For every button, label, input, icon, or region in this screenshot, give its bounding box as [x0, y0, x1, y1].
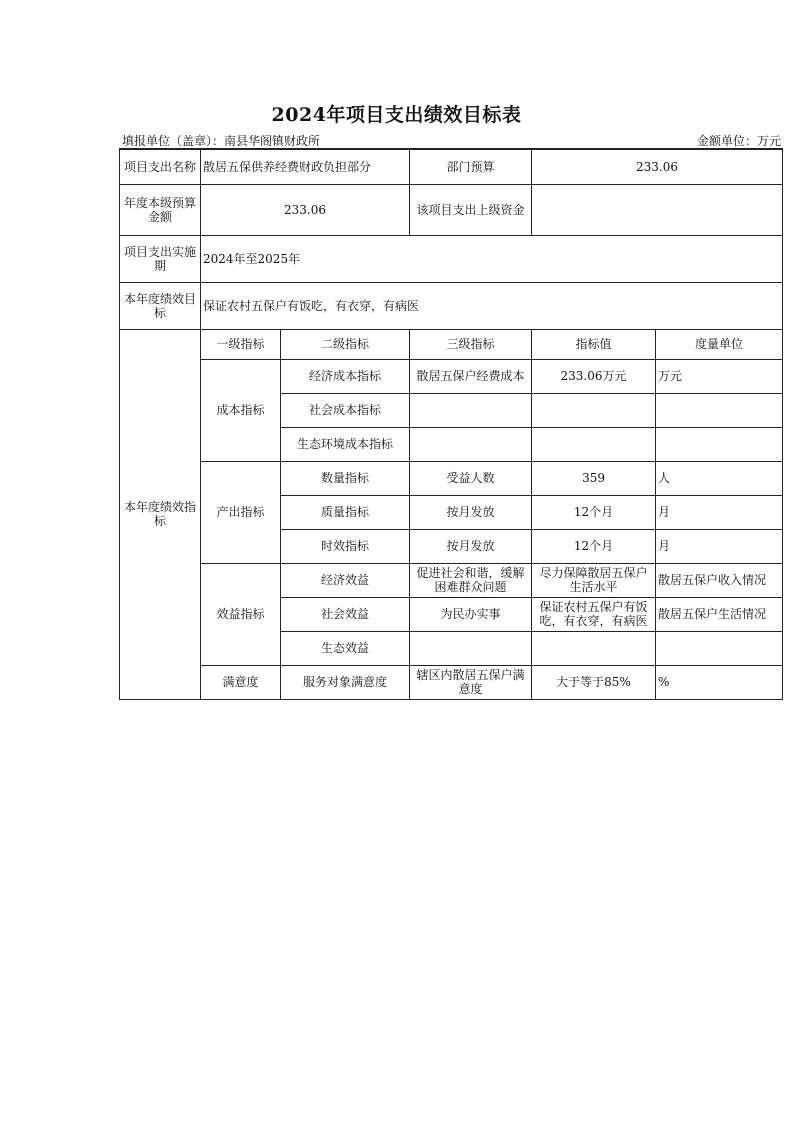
header-unit: 度量单位 — [656, 329, 783, 359]
project-name-label: 项目支出名称 — [120, 149, 201, 184]
goal-row — [120, 282, 783, 329]
dept-budget-label: 部门预算 — [410, 149, 532, 184]
level3-cell: 散居五保户经费成本 — [410, 359, 532, 393]
level3-cell — [410, 393, 532, 427]
cost-indicator-label: 成本指标 — [201, 359, 281, 461]
level2-cell: 数量指标 — [281, 461, 410, 495]
level3-cell: 按月发放 — [410, 529, 532, 563]
table-row — [120, 359, 783, 393]
level2-cell: 社会成本指标 — [281, 393, 410, 427]
project-name-value: 散居五保供养经费财政负担部分 — [201, 149, 410, 184]
level3-cell: 辖区内散居五保户满意度 — [410, 665, 532, 699]
unit-cell: 散居五保户生活情况 — [656, 597, 783, 631]
period-value: 2024年至2025年 — [201, 235, 783, 282]
project-name-row — [120, 149, 783, 184]
level3-cell — [410, 631, 532, 665]
unit-cell: 人 — [656, 461, 783, 495]
level2-cell: 经济成本指标 — [281, 359, 410, 393]
value-cell: 12个月 — [532, 495, 656, 529]
level3-cell: 促进社会和谐，缓解困难群众问题 — [410, 563, 532, 597]
period-label: 项目支出实施期 — [120, 235, 201, 282]
goal-label: 本年度绩效目标 — [120, 282, 201, 329]
annual-budget-label: 年度本级预算金额 — [120, 184, 201, 235]
benefit-indicator-label: 效益指标 — [201, 563, 281, 665]
level2-cell: 经济效益 — [281, 563, 410, 597]
dept-budget-value: 233.06 — [532, 149, 783, 184]
output-indicator-label: 产出指标 — [201, 461, 281, 563]
header-level2: 二级指标 — [281, 329, 410, 359]
indicator-header-row — [120, 329, 783, 359]
performance-table — [119, 148, 783, 700]
level2-cell: 生态效益 — [281, 631, 410, 665]
level3-cell: 为民办实事 — [410, 597, 532, 631]
header-level3: 三级指标 — [410, 329, 532, 359]
level2-cell: 生态环境成本指标 — [281, 427, 410, 461]
value-cell: 保证农村五保户有饭吃，有衣穿，有病医 — [532, 597, 656, 631]
value-cell — [532, 393, 656, 427]
amount-unit: 金额单位：万元 — [696, 134, 781, 148]
level2-cell: 时效指标 — [281, 529, 410, 563]
goal-value: 保证农村五保户有饭吃，有衣穿，有病医 — [201, 282, 783, 329]
level2-cell: 社会效益 — [281, 597, 410, 631]
value-cell: 大于等于85% — [532, 665, 656, 699]
table-row — [120, 563, 783, 597]
table-row — [120, 461, 783, 495]
value-cell — [532, 427, 656, 461]
value-cell: 233.06万元 — [532, 359, 656, 393]
value-cell — [532, 631, 656, 665]
page-title: 2024年项目支出绩效目标表 — [271, 104, 522, 126]
value-cell: 尽力保障散居五保户生活水平 — [532, 563, 656, 597]
satisfaction-label: 满意度 — [201, 665, 281, 699]
superior-funds-label: 该项目支出上级资金 — [410, 184, 532, 235]
header-level1: 一级指标 — [201, 329, 281, 359]
unit-cell — [656, 427, 783, 461]
level2-cell: 服务对象满意度 — [281, 665, 410, 699]
unit-cell: 散居五保户收入情况 — [656, 563, 783, 597]
level3-cell: 按月发放 — [410, 495, 532, 529]
unit-cell: % — [656, 665, 783, 699]
level3-cell — [410, 427, 532, 461]
header-value: 指标值 — [532, 329, 656, 359]
superior-funds-value — [532, 184, 783, 235]
period-row — [120, 235, 783, 282]
unit-cell: 月 — [656, 495, 783, 529]
table-row — [120, 665, 783, 699]
level2-cell: 质量指标 — [281, 495, 410, 529]
value-cell: 12个月 — [532, 529, 656, 563]
annual-budget-row — [120, 184, 783, 235]
level3-cell: 受益人数 — [410, 461, 532, 495]
annual-budget-value: 233.06 — [201, 184, 410, 235]
unit-cell — [656, 393, 783, 427]
indicator-section-label: 本年度绩效指标 — [120, 329, 201, 699]
value-cell: 359 — [532, 461, 656, 495]
reporting-unit: 填报单位（盖章）：南县华阁镇财政所 — [122, 134, 321, 148]
unit-cell: 万元 — [656, 359, 783, 393]
unit-cell — [656, 631, 783, 665]
unit-cell: 月 — [656, 529, 783, 563]
